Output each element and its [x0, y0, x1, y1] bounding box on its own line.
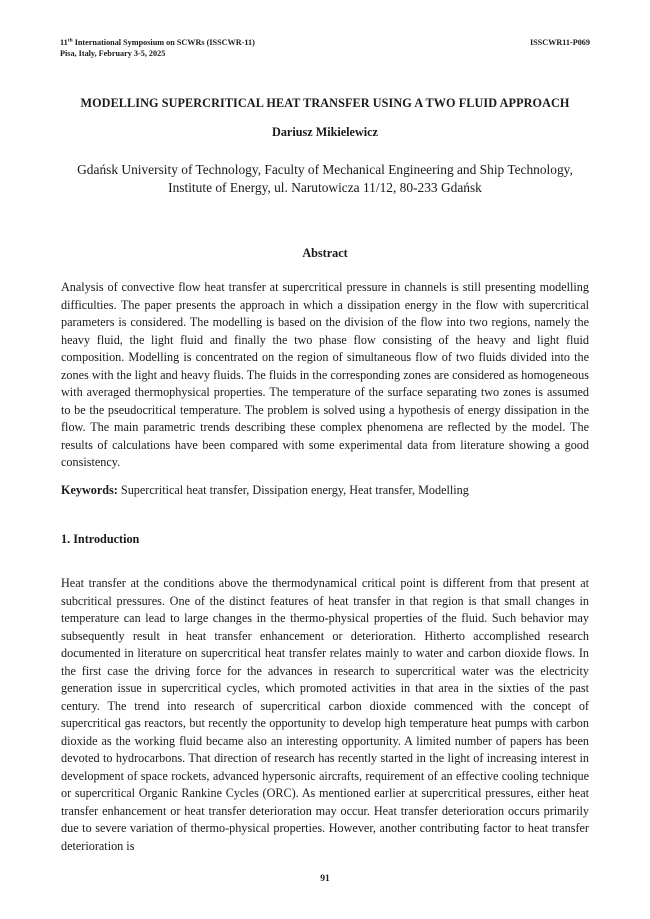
- abstract-heading: Abstract: [302, 246, 348, 260]
- running-header-left: [60, 37, 255, 59]
- keywords: [61, 482, 589, 500]
- keywords-label: Keywords:: [61, 483, 118, 497]
- page-number: 91: [320, 874, 330, 884]
- paper-title: MODELLING SUPERCRITICAL HEAT TRANSFER USING A TWO FLUID APPROACH: [80, 96, 570, 110]
- author-affiliation: Gdańsk University of Technology, Faculty of Mechanical Engineering and Ship Technology, Institute of Energy, ul. Narutowicza 11/12, 80-233 Gdańsk: [77, 162, 573, 195]
- keywords-list: Supercritical heat transfer, Dissipation energy, Heat transfer, Modelling: [117, 483, 469, 497]
- section-heading-introduction: 1. Introduction: [61, 532, 140, 546]
- introduction-text: Heat transfer at the conditions above the thermodynamical critical point is different from that present at subcritical pressures. One of the distinct features of heat transfer in that region is that small changes in temperature can lead to large changes in the thermo-physical properties of the fluid. Such behavior may subsequently result in heat transfer enhancement or deterioration. Hitherto accomplished research documented in literature on supercritical heat transfer relates mainly to water and carbon dioxide flows. In the first case the driving force for the advances in research to supercritical water was the electricity generation issue in supercritical cycles, which promoted activities in that area in the sixties of the past century. The trend into research of supercritical carbon dioxide commenced with the concept of supercritical gas reactors, but recently the opportunity to develop high temperature heat pumps with carbon dioxide as the working fluid became also an interesting opportunity. A limited number of papers has been devoted to hydrocarbons. That direction of research has recently started in the light of increasing interest in development of space rockets, advanced hypersonic aircrafts, requirement of an effective cooling technique or supercritical Organic Rankine Cycles (ORC). As mentioned earlier at supercritical pressures, either heat transfer enhancement or heat transfer deterioration may occur. Heat transfer deterioration occurs primarily due to severe variation of thermo-physical properties. However, another contributing factor to heat transfer deterioration is: [61, 576, 589, 853]
- abstract-text: Analysis of convective flow heat transfer at supercritical pressure in channels is still presenting modelling difficulties. The paper presents the approach in which a dissipation energy in the flow with supercritical parameters is considered. The modelling is based on the division of the flow into two regions, namely the heavy fluid, the light fluid and finally the two phase flow consisting of the heavy and light fluid composition. Modelling is concentrated on the region of simultaneous flow of two fluids divided into the zones with the light and heavy fluids. The fluids in the corresponding zones are considered as homogeneous with averaged thermophysical properties. The temperature of the surface separating two zones is assumed to be the pseudocritical temperature. The problem is solved using a hypothesis of energy dissipation in the flow. The main parametric trends describing these complex phenomena are reflected by the model. The results of calculations have been compared with some experimental data from literature showing a good consistency.: [61, 280, 589, 469]
- symposium-name: 11th International Symposium on SCWRs (ISSCWR-11): [60, 37, 255, 47]
- author-name: Dariusz Mikielewicz: [272, 125, 378, 139]
- paper-id: ISSCWR11-P069: [529, 38, 590, 47]
- location-date: Pisa, Italy, February 3-5, 2025: [60, 49, 166, 58]
